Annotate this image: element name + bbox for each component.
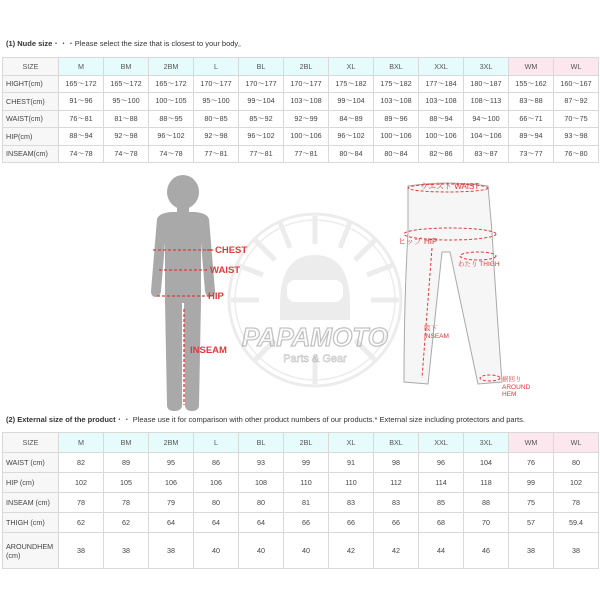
watermark-tagline-text: Parts & Gear: [283, 353, 347, 365]
table-cell: 64: [239, 513, 284, 533]
corner-cell: SIZE: [3, 433, 59, 453]
table-cell: 96～102: [149, 128, 194, 146]
table-cell: 100～105: [149, 93, 194, 111]
table-cell: 104～106: [464, 128, 509, 146]
table-cell: 66: [374, 513, 419, 533]
row-label: HIP (cm): [3, 473, 59, 493]
table-cell: 44: [419, 533, 464, 569]
table-cell: 106: [194, 473, 239, 493]
size-header: 3XL: [464, 433, 509, 453]
table-row: [3, 110, 599, 128]
table-cell: 88: [464, 493, 509, 513]
table-row: [3, 145, 599, 163]
pants-thigh-label: わたり THIGH: [458, 261, 500, 268]
table-cell: 38: [554, 533, 599, 569]
table-cell: 89～94: [509, 128, 554, 146]
row-label-line1: AROUNDHEM: [6, 541, 54, 551]
size-header: 2BL: [284, 433, 329, 453]
table-cell: 80: [239, 493, 284, 513]
table-cell: 75: [509, 493, 554, 513]
row-label: THIGH (cm): [3, 513, 59, 533]
table-cell: 38: [59, 533, 104, 569]
size-header: L: [194, 58, 239, 76]
table-cell: 165～172: [59, 75, 104, 93]
table-row: [3, 75, 599, 93]
table-cell: 96: [419, 453, 464, 473]
table-cell: 100～106: [374, 128, 419, 146]
pants-hem-en1: AROUND: [502, 383, 531, 391]
table-cell: 95～100: [194, 93, 239, 111]
table-row: [3, 453, 599, 473]
table-cell: 88～95: [149, 110, 194, 128]
table-cell: 99: [509, 473, 554, 493]
size-header: WM: [509, 58, 554, 76]
table-cell: 118: [464, 473, 509, 493]
table-cell: 96～102: [239, 128, 284, 146]
table-cell: 103～108: [419, 93, 464, 111]
table-row: [3, 493, 599, 513]
row-label: HIP(cm): [3, 128, 59, 146]
table-cell: 68: [419, 513, 464, 533]
table-cell: 91: [329, 453, 374, 473]
row-label: INSEAM(cm): [3, 145, 59, 163]
table-cell: 38: [509, 533, 554, 569]
table-cell: 88～94: [419, 110, 464, 128]
table-cell: 110: [329, 473, 374, 493]
corner-cell: SIZE: [3, 58, 59, 76]
table-cell: 160～167: [554, 75, 599, 93]
size-header: 2BM: [149, 433, 194, 453]
table-cell: 103～108: [374, 93, 419, 111]
pants-hem-en2: HEM: [502, 391, 517, 398]
table-cell: 70～75: [554, 110, 599, 128]
nude-size-table: [2, 57, 599, 163]
size-header: BM: [104, 58, 149, 76]
table-cell: 83: [374, 493, 419, 513]
table-cell: 62: [104, 513, 149, 533]
table-row: [3, 128, 599, 146]
table-cell: 98: [374, 453, 419, 473]
table-cell: 40: [239, 533, 284, 569]
table-cell: 165～172: [149, 75, 194, 93]
table-cell: 76～80: [554, 145, 599, 163]
watermark-brand-text: PAPAMOTO: [242, 322, 388, 352]
table-cell: 91～96: [59, 93, 104, 111]
table-cell: 74～78: [59, 145, 104, 163]
size-header: XL: [329, 58, 374, 76]
size-header: WL: [554, 433, 599, 453]
row-label: INSEAM (cm): [3, 493, 59, 513]
row-label-line2: (cm): [6, 550, 21, 560]
table-cell: 180～187: [464, 75, 509, 93]
table-cell: 64: [194, 513, 239, 533]
table-cell: 70: [464, 513, 509, 533]
size-header: M: [59, 433, 104, 453]
table-cell: 175～182: [329, 75, 374, 93]
table-cell: 94～100: [464, 110, 509, 128]
table-cell: 66～71: [509, 110, 554, 128]
table-cell: 89: [104, 453, 149, 473]
table-cell: 106: [149, 473, 194, 493]
pants-hem-label: [502, 376, 530, 399]
table-cell: 64: [149, 513, 194, 533]
hip-label: HIP: [208, 291, 224, 302]
size-header: 3XL: [464, 58, 509, 76]
table-cell: 93～98: [554, 128, 599, 146]
pants-hem-jp: 裾回り: [502, 376, 522, 383]
table-cell: 92～99: [284, 110, 329, 128]
table-cell: 87～92: [554, 93, 599, 111]
table-cell: 38: [104, 533, 149, 569]
row-label: CHEST(cm): [3, 93, 59, 111]
row-label: HIGHT(cm): [3, 75, 59, 93]
table-row: [3, 533, 599, 569]
table-cell: 85～92: [239, 110, 284, 128]
pants-waist-label: ウエスト WAIST: [420, 182, 480, 191]
table-cell: 82: [59, 453, 104, 473]
size-header: L: [194, 433, 239, 453]
table-header-row: [3, 433, 599, 453]
external-size-heading: [6, 414, 525, 425]
table-cell: 77～81: [194, 145, 239, 163]
table-cell: 100～106: [284, 128, 329, 146]
size-header: XXL: [419, 433, 464, 453]
table-cell: 66: [329, 513, 374, 533]
table-cell: 89～96: [374, 110, 419, 128]
nude-size-note: ・・・Please select the size that is closest to your body。: [52, 39, 246, 48]
table-cell: 96～102: [329, 128, 374, 146]
table-cell: 77～81: [284, 145, 329, 163]
table-cell: 105: [104, 473, 149, 493]
size-header: BXL: [374, 58, 419, 76]
table-cell: 83: [329, 493, 374, 513]
row-label: WAIST(cm): [3, 110, 59, 128]
table-cell: 100～106: [419, 128, 464, 146]
table-cell: 76: [509, 453, 554, 473]
table-cell: 110: [284, 473, 329, 493]
table-cell: 40: [284, 533, 329, 569]
table-cell: 77～81: [239, 145, 284, 163]
table-row: [3, 473, 599, 493]
pants-hip-label: ヒップ HIP: [398, 237, 438, 246]
table-cell: 42: [374, 533, 419, 569]
table-cell: 88～94: [59, 128, 104, 146]
pants-silhouette-figure: [392, 182, 512, 392]
table-cell: 57: [509, 513, 554, 533]
size-header: WL: [554, 58, 599, 76]
size-header: XXL: [419, 58, 464, 76]
table-cell: 82～86: [419, 145, 464, 163]
table-cell: 80～84: [329, 145, 374, 163]
table-cell: 80: [194, 493, 239, 513]
table-cell: 95～100: [104, 93, 149, 111]
pants-inseam-label: [424, 325, 449, 340]
table-cell: 112: [374, 473, 419, 493]
size-header: BXL: [374, 433, 419, 453]
table-cell: 59.4: [554, 513, 599, 533]
table-cell: 78: [554, 493, 599, 513]
table-cell: 46: [464, 533, 509, 569]
table-cell: 92～98: [104, 128, 149, 146]
table-cell: 104: [464, 453, 509, 473]
nude-size-heading: [6, 38, 246, 49]
nude-size-title: (1) Nude size: [6, 39, 53, 48]
table-cell: 80: [554, 453, 599, 473]
row-label: WAIST (cm): [3, 453, 59, 473]
table-cell: 76～81: [59, 110, 104, 128]
inseam-label: INSEAM: [190, 345, 227, 356]
table-cell: 78: [59, 493, 104, 513]
table-cell: 93: [239, 453, 284, 473]
table-cell: 170～177: [284, 75, 329, 93]
size-header: BL: [239, 433, 284, 453]
table-cell: 165～172: [104, 75, 149, 93]
pants-inseam-en: INSEAM: [424, 332, 449, 340]
table-cell: 80～84: [374, 145, 419, 163]
waist-label: WAIST: [210, 265, 241, 276]
size-header: 2BM: [149, 58, 194, 76]
table-cell: 95: [149, 453, 194, 473]
table-cell: 99: [284, 453, 329, 473]
external-size-title: (2) External size of the product: [6, 415, 116, 424]
table-cell: 103～108: [284, 93, 329, 111]
table-cell: 108: [239, 473, 284, 493]
size-header: BL: [239, 58, 284, 76]
size-header: M: [59, 58, 104, 76]
papamoto-watermark-logo: [225, 210, 405, 390]
table-cell: 155～162: [509, 75, 554, 93]
table-cell: 99～104: [329, 93, 374, 111]
table-cell: 102: [59, 473, 104, 493]
size-header: 2BL: [284, 58, 329, 76]
table-cell: 83～88: [509, 93, 554, 111]
table-row: [3, 513, 599, 533]
table-cell: 170～177: [194, 75, 239, 93]
size-header: BM: [104, 433, 149, 453]
size-header: XL: [329, 433, 374, 453]
row-label: [3, 533, 59, 569]
table-cell: 92～98: [194, 128, 239, 146]
table-cell: 175～182: [374, 75, 419, 93]
table-cell: 80～85: [194, 110, 239, 128]
table-cell: 62: [59, 513, 104, 533]
table-header-row: [3, 58, 599, 76]
chest-label: CHEST: [215, 245, 248, 256]
table-row: [3, 93, 599, 111]
table-cell: 177～184: [419, 75, 464, 93]
table-cell: 81: [284, 493, 329, 513]
table-cell: 114: [419, 473, 464, 493]
external-size-note: ・・ Please use it for comparison with other product numbers of our products.* External size including protectors and parts.: [115, 415, 525, 424]
pants-inseam-jp: 股下: [424, 325, 437, 332]
table-cell: 85: [419, 493, 464, 513]
table-cell: 38: [149, 533, 194, 569]
table-cell: 66: [284, 513, 329, 533]
table-cell: 74～78: [149, 145, 194, 163]
table-cell: 170～177: [239, 75, 284, 93]
table-cell: 99～104: [239, 93, 284, 111]
table-cell: 102: [554, 473, 599, 493]
table-cell: 84～89: [329, 110, 374, 128]
size-header: WM: [509, 433, 554, 453]
table-cell: 79: [149, 493, 194, 513]
table-cell: 73～77: [509, 145, 554, 163]
table-cell: 42: [329, 533, 374, 569]
table-cell: 81～88: [104, 110, 149, 128]
table-cell: 83～87: [464, 145, 509, 163]
body-silhouette-figure: [135, 173, 248, 413]
table-cell: 86: [194, 453, 239, 473]
table-cell: 40: [194, 533, 239, 569]
table-cell: 78: [104, 493, 149, 513]
external-size-table: [2, 432, 599, 569]
table-cell: 108～113: [464, 93, 509, 111]
table-cell: 74～78: [104, 145, 149, 163]
